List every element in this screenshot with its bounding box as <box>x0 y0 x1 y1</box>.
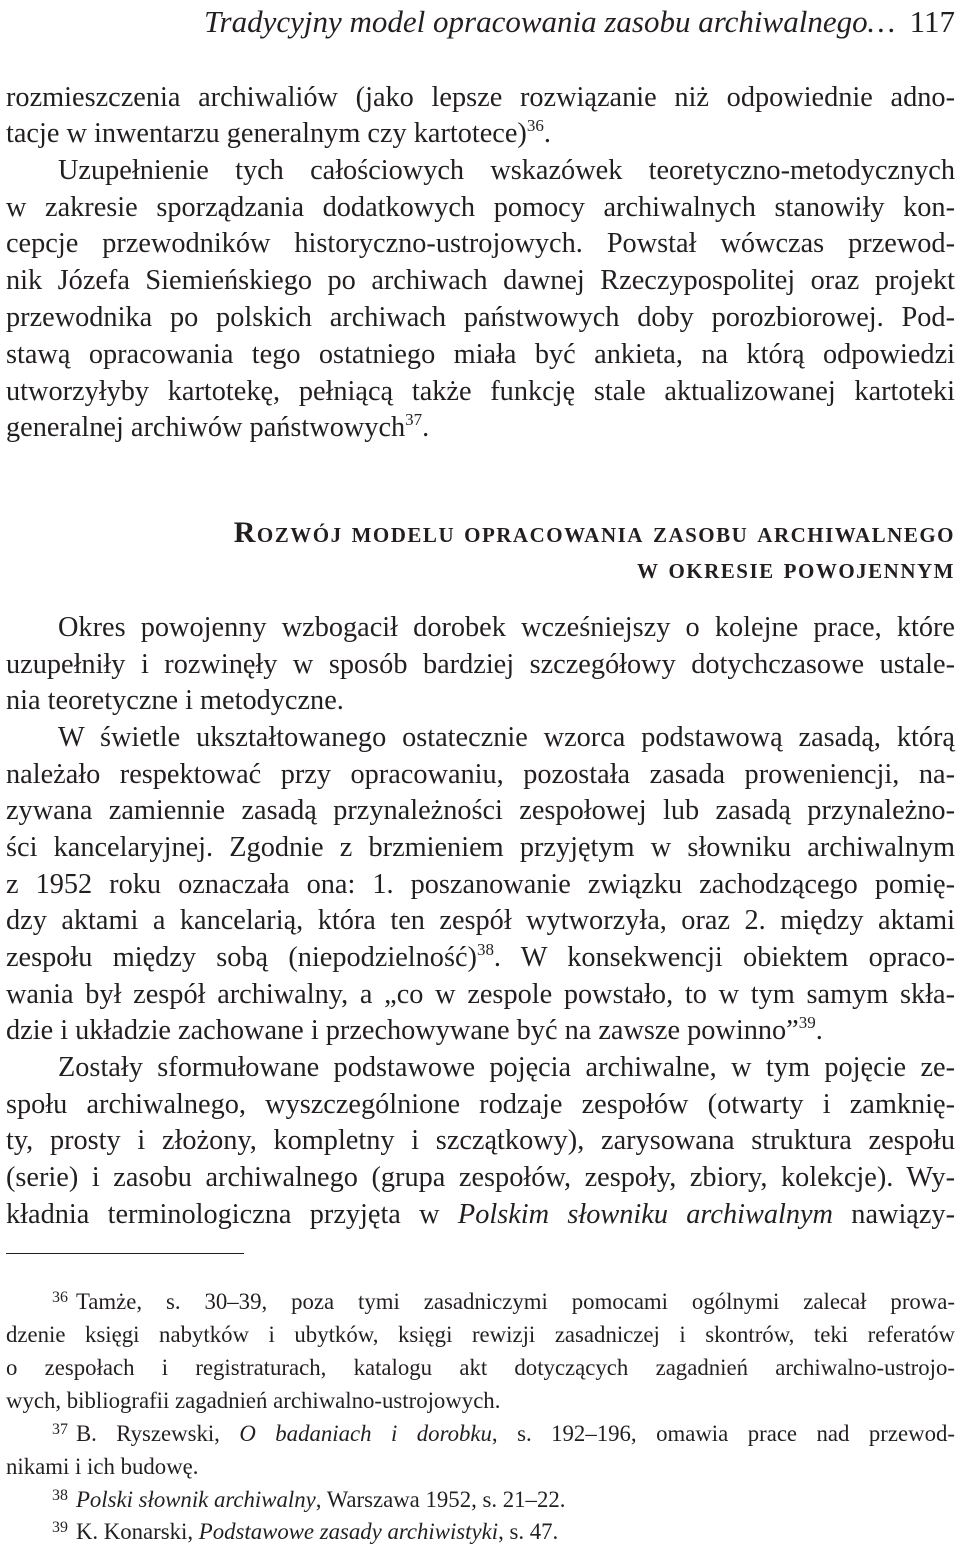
text-line: w zakresie sporządzania dodatkowych pomocy archiwalnych stanowiły kon- <box>6 192 955 223</box>
text-line: uzupełniły i rozwinęły w sposób bardziej szczegółowy dotychczasowe ustale- <box>6 649 955 680</box>
footnote-number: 37 <box>52 1420 68 1438</box>
text-line: kładnia terminologiczna przyjęta w Polskim słowniku archiwalnym nawiązy- <box>6 1199 955 1230</box>
footnote-line: nikami i ich budowę. <box>6 1454 199 1479</box>
footnote-39: $^{39}$ K. Konarski, Podstawowe zasady archiwistyki, s. 47. <box>52 1518 559 1544</box>
footnote-line: o zespołach i registraturach, katalogu akt dotyczących zagadnień archiwalno-ustrojo- <box>6 1355 955 1380</box>
text-line: z 1952 roku oznaczała ona: 1. poszanowanie związku zachodzącego pomię- <box>6 869 955 900</box>
text-line: dzie i układzie zachowane i przechowywane być na zawsze powinno”$^{39}$. <box>6 1012 823 1046</box>
footnote-line: wych, bibliografii zagadnień archiwalno-ustrojowych. <box>6 1388 501 1413</box>
text-line: tacje w inwentarzu generalnym czy kartotece)$^{36}$. <box>6 115 551 149</box>
text-line: dzy aktami a kancelarią, która ten zespół wytworzyła, oraz 2. między aktami <box>6 905 955 936</box>
text-line: (serie) i zasobu archiwalnego (grupa zespołów, zespoły, zbiory, kolekcje). Wy- <box>6 1162 955 1193</box>
footnote-37: $^{37}$ B. Ryszewski, O badaniach i dorobku, s. 192–196, omawia prace nad przewod- <box>52 1420 955 1446</box>
footnote-ref[interactable]: 36 <box>526 115 544 135</box>
text-line: generalnej archiwów państwowych$^{37}$. <box>6 409 430 443</box>
footnote-separator <box>6 1253 244 1254</box>
text-line: utworzyłyby kartotekę, pełniącą także funkcję stale aktualizowanej kartoteki <box>6 376 955 407</box>
footnote-ref[interactable]: 37 <box>405 409 423 429</box>
text-line: zespołu między sobą (niepodzielność)$^{38}$. W konsekwencji obiektem opraco- <box>6 939 956 973</box>
text-line: przewodnika po polskich archiwach państwowych doby porozbiorowej. Pod- <box>6 302 955 333</box>
footnote-number: 38 <box>52 1486 68 1504</box>
footnote-number: 36 <box>52 1288 68 1306</box>
section-heading-line-2: w okresie powojennym <box>636 552 955 585</box>
text-line: stawą opracowania tego ostatniego miała być ankieta, na którą odpowiedzi <box>6 339 955 370</box>
text-line: społu archiwalnego, wyszczególnione rodzaje zespołów (otwarty i zamknię- <box>6 1089 955 1120</box>
text-line: zywana zamiennie zasadą przynależności zespołowej lub zasadą przynależno- <box>6 795 955 826</box>
running-header <box>0 2 955 42</box>
footnote-38: $^{38}$ Polski słownik archiwalny, Warszawa 1952, s. 21–22. <box>52 1486 566 1512</box>
text-line: cepcje przewodników historyczno-ustrojowych. Powstał wówczas przewod- <box>6 228 955 259</box>
footnote-number: 39 <box>52 1518 68 1536</box>
text-line: Zostały sformułowane podstawowe pojęcia archiwalne, w tym pojęcie ze- <box>58 1052 955 1083</box>
section-heading-line-1: Rozwój modelu opracowania zasobu archiwalnego <box>233 516 955 549</box>
text-line: wania był zespół archiwalny, a „co w zespole powstało, to w tym samym skła- <box>6 979 955 1010</box>
text-line: W świetle ukształtowanego ostatecznie wzorca podstawową zasadą, którą <box>58 722 955 753</box>
text-line: rozmieszczenia archiwaliów (jako lepsze rozwiązanie niż odpowiednie adno- <box>6 82 955 113</box>
text-line: ty, prosty i złożony, kompletny i szczątkowy), zarysowana struktura zespołu <box>6 1125 955 1156</box>
text-line: nik Józefa Siemieńskiego po archiwach dawnej Rzeczypospolitej oraz projekt <box>6 265 955 296</box>
running-title: Tradycyjny model opracowania zasobu archiwalnego… <box>204 4 896 39</box>
footnote-ref[interactable]: 39 <box>798 1012 816 1032</box>
text-line: Okres powojenny wzbogacił dorobek wcześniejszy o kolejne prace, które <box>58 612 955 643</box>
italic-title: Polskim słowniku archiwalnym <box>457 1199 833 1230</box>
text-line: należało respektować przy opracowaniu, pozostała zasada proweniencji, na- <box>6 759 955 790</box>
text-line: Uzupełnienie tych całościowych wskazówek teoretyczno-metodycznych <box>58 155 955 186</box>
page-number: 117 <box>909 4 955 39</box>
text-line: ści kancelaryjnej. Zgodnie z brzmieniem przyjętym w słowniku archiwalnym <box>6 832 955 863</box>
footnote-36: $^{36}$ Tamże, s. 30–39, poza tymi zasadniczymi pomocami ogólnymi zalecał prowa- <box>52 1288 955 1314</box>
footnote-line: dzenie księgi nabytków i ubytków, księgi rewizji zasadniczej i skontrów, teki referatów <box>6 1322 955 1347</box>
text-line: nia teoretyczne i metodyczne. <box>6 685 344 716</box>
footnote-ref[interactable]: 38 <box>476 939 494 959</box>
